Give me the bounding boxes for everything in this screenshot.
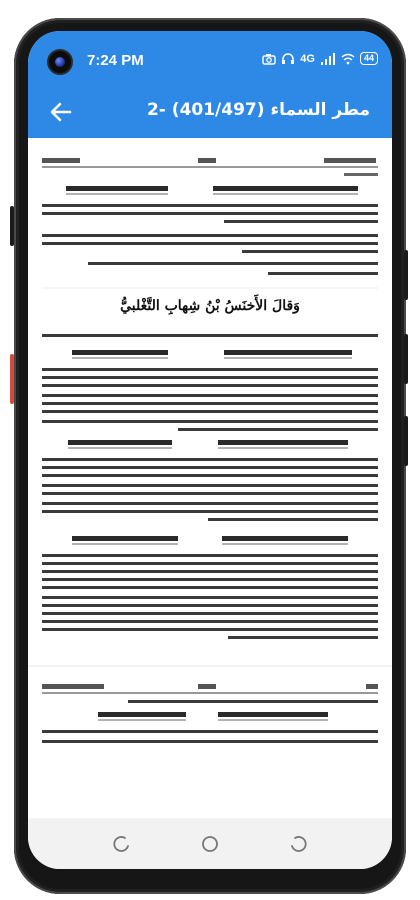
home-button[interactable]: [199, 833, 221, 855]
volume-up-button: [10, 206, 14, 246]
home-icon: [201, 835, 219, 853]
power-button: [10, 354, 14, 404]
wifi-icon: [341, 53, 355, 65]
back-icon: [289, 835, 307, 853]
scanned-page-view[interactable]: [28, 138, 392, 818]
battery-icon: 44: [360, 52, 378, 65]
status-bar: [28, 31, 392, 87]
recents-icon: [113, 835, 131, 853]
app-bar: [28, 87, 392, 138]
side-key-3: [404, 416, 408, 466]
network-label: 4G: [300, 52, 315, 65]
front-camera: [47, 49, 73, 75]
scanned-text-image: [28, 138, 392, 818]
status-icons: [262, 52, 378, 65]
signal-icon: [320, 53, 336, 65]
recents-button[interactable]: [111, 833, 133, 855]
back-nav-button[interactable]: [287, 833, 309, 855]
side-key-1: [404, 250, 408, 300]
headset-icon: [281, 53, 295, 65]
camera-icon: [262, 53, 276, 65]
status-time: 7:24 PM: [87, 52, 144, 69]
page-title: 2- مطر السماء (401/497): [146, 100, 370, 120]
phone-screen: [28, 31, 392, 869]
verse-heading: وَقالَ الأَخنَسُ بْنُ شِهابِ التَّغْلبيُّ: [120, 298, 300, 314]
arrow-left-icon: [50, 102, 72, 122]
side-key-2: [404, 334, 408, 384]
back-button[interactable]: [46, 97, 76, 127]
navigation-bar: [28, 818, 392, 869]
